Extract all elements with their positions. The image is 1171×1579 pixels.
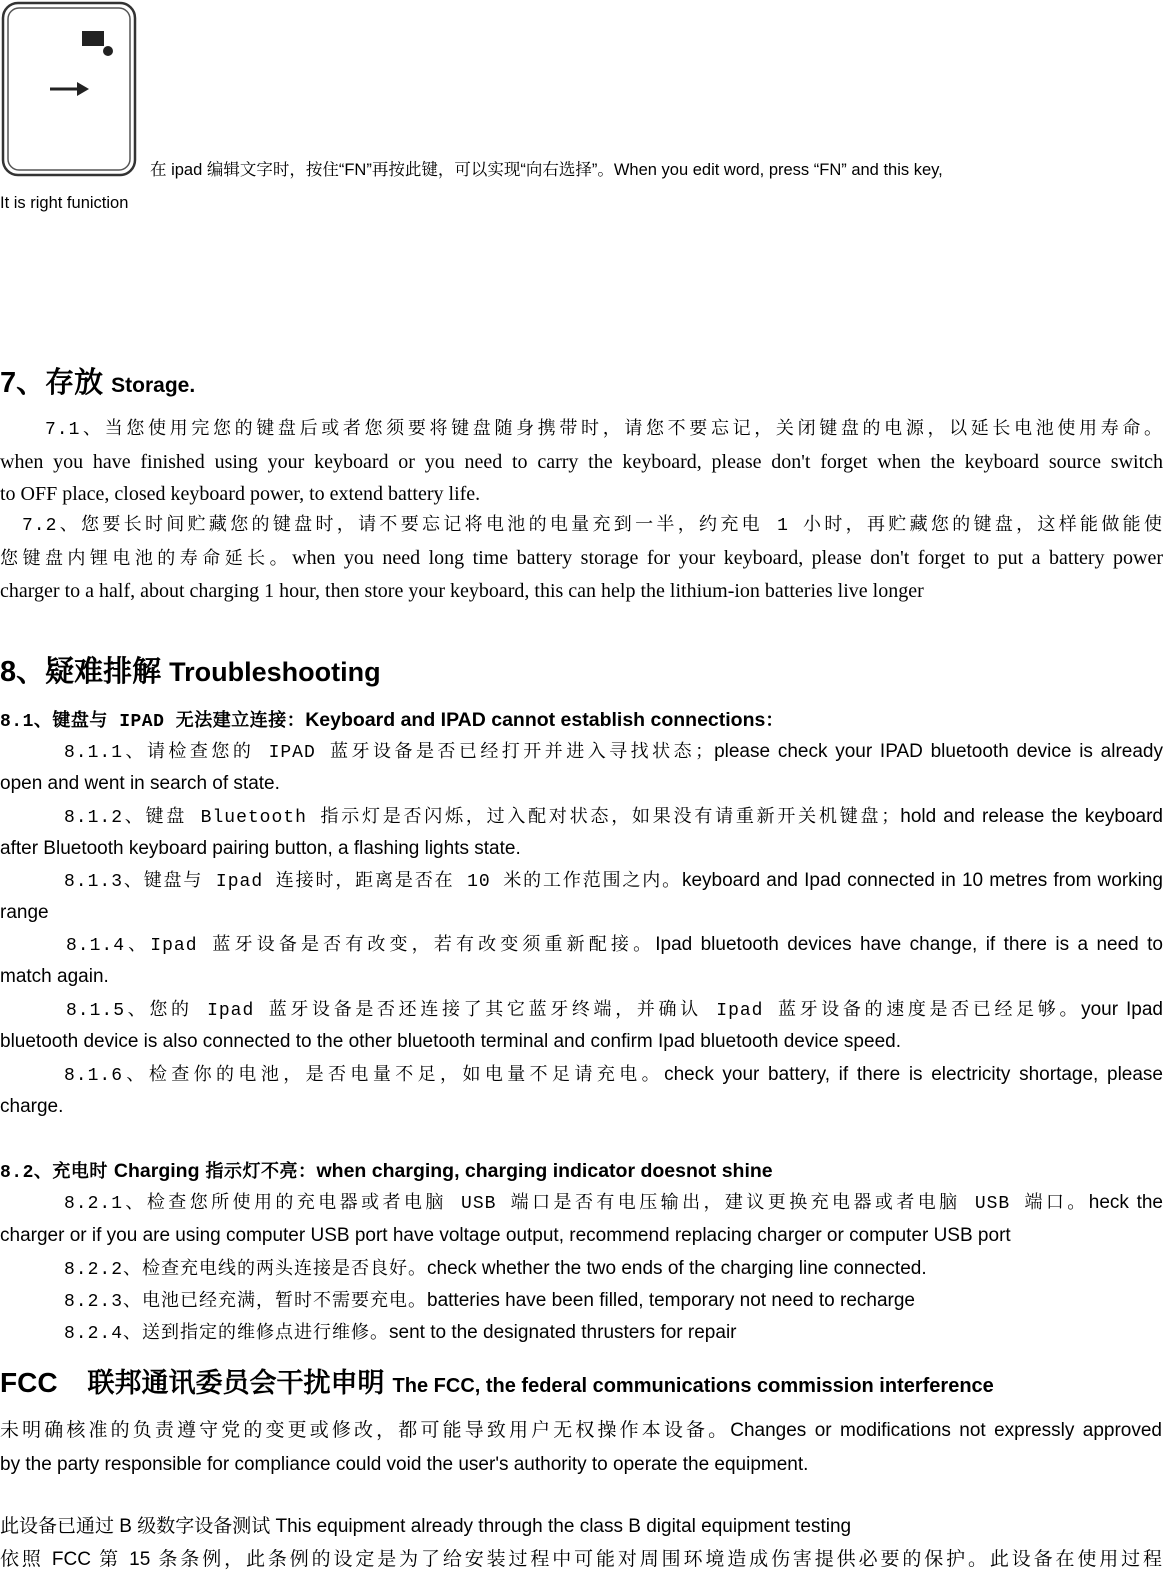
item-8-1-5-en-cont: bluetooth device is also connected to the other bluetooth terminal and confirm Ipad bluetooth device speed. [0, 1031, 901, 1052]
item-8-1-5 [66, 996, 1163, 1025]
item-8-1-2-cn: 8.1.2、键盘 Bluetooth 指示灯是否闪烁，过入配对状态，如果没有请重新开关机键盘； [64, 808, 901, 828]
item-8-1-3-en: keyboard and Ipad connected in 10 metres from working [681, 870, 1163, 891]
item-8-2-3 [64, 1287, 915, 1316]
item-8-2-3-cn: 8.2.3、电池已经充满，暂时不需要充电。 [64, 1292, 428, 1312]
item-7-2-en: when you need long time battery storage for your keyboard, please don't forget to put a battery power [292, 547, 1164, 569]
fcc-paragraph-3-text: 依照 FCC 第 15 条条例，此条例的设定是为了给安装过程中可能对周围环境造成伤害提供必要的保护。此设备在使用过程 [0, 1549, 1162, 1570]
item-7-2-cn: 7.2、您要长时间贮藏您的键盘时，请不要忘记将电池的电量充到一半，约充电 1 小时，再贮藏您的键盘，这样能做能使 [22, 516, 1163, 536]
fcc-paragraph-1 [0, 1417, 1162, 1446]
subsection-8-2-heading-en2: when charging, charging indicator doesnot shine [316, 1160, 773, 1182]
item-7-2-line3 [0, 577, 924, 607]
item-8-2-2-en: check whether the two ends of the charging line connected. [427, 1258, 927, 1279]
item-8-1-1-en: please check your IPAD bluetooth device is already [714, 741, 1163, 762]
item-8-1-2-cont [0, 835, 521, 864]
fcc-heading [0, 1363, 994, 1408]
item-7-2-cn-cont: 您键盘内锂电池的寿命延长。 [0, 550, 293, 570]
item-8-2-2 [64, 1255, 927, 1284]
item-8-1-4-en: Ipad bluetooth devices have change, if there is a need to [655, 934, 1163, 955]
item-8-1-4-en-cont: match again. [0, 966, 109, 987]
item-8-1-2 [64, 803, 1163, 832]
item-8-2-1-cn: 8.2.1、检查您所使用的充电器或者电脑 USB 端口是否有电压输出，建议更换充电器或者电脑 USB 端口。 [64, 1194, 1089, 1214]
item-7-1-line2 [0, 448, 1163, 478]
item-8-1-6-cont [0, 1093, 63, 1122]
section-7-number: 7、存放 [0, 367, 104, 399]
item-8-2-3-en: batteries have been filled, temporary not need to recharge [427, 1290, 915, 1311]
fn-key-caption: 在 ipad 编辑文字时，按住“FN”再按此键，可以实现“向右选择”。When you edit word, press “FN” and this key, [150, 161, 943, 179]
subsection-8-1-heading-cn: 8.1、键盘与 IPAD 无法建立连接： [0, 712, 306, 732]
fcc-heading-cn: 联邦通讯委员会干扰申明 [87, 1368, 385, 1398]
fcc-heading-code: FCC [0, 1367, 58, 1398]
item-7-2-line2 [0, 544, 1163, 574]
fn-right-select-key-icon [0, 0, 140, 180]
subsection-8-2-heading-cn1: 8.2、充电时 [0, 1163, 108, 1183]
item-7-2-en-cont: charger to a half, about charging 1 hour, then store your keyboard, this can help the lithium-ion batteries live longer [0, 580, 924, 602]
fcc-paragraph-1-line1: 未明确核准的负责遵守党的变更或修改，都可能导致用户无权操作本设备。Changes or modifications not expressly approved [0, 1420, 1162, 1441]
item-8-1-3-en-cont: range [0, 902, 49, 923]
fcc-paragraph-2-text: 此设备已通过 B 级数字设备测试 This equipment already through the class B digital equipment testing [0, 1516, 852, 1537]
fcc-paragraph-1-cont [0, 1451, 808, 1480]
item-8-2-1 [64, 1189, 1163, 1218]
item-8-1-5-cont [0, 1028, 901, 1057]
item-8-1-2-en-cont: after Bluetooth keyboard pairing button, a flashing lights state. [0, 838, 521, 859]
item-7-1-en-cont: to OFF place, closed keyboard power, to extend battery life. [0, 483, 481, 505]
subsection-8-1-heading-en: Keyboard and IPAD cannot establish connections [305, 709, 766, 731]
item-8-1-5-cn: 8.1.5、您的 Ipad 蓝牙设备是否还连接了其它蓝牙终端，并确认 Ipad 蓝牙设备的速度是否已经足够。 [66, 1001, 1082, 1021]
item-8-1-6-cn: 8.1.6、检查你的电池，是否电量不足，如电量不足请充电。 [64, 1066, 665, 1086]
fcc-paragraph-2 [0, 1513, 851, 1542]
item-7-1-en: when you have finished using your keyboard or you need to carry the keyboard, please don't forget when the keyboard source switch [0, 451, 1163, 473]
subsection-8-1-heading [0, 706, 784, 736]
item-8-1-3 [64, 867, 1163, 896]
item-8-1-4-cont [0, 963, 109, 992]
subsection-8-2-heading-en1: Charging [113, 1160, 200, 1182]
section-8-title: Troubleshooting [169, 657, 381, 687]
fn-key-caption-cont: It is right funiction [0, 194, 129, 212]
subsection-8-2-heading [0, 1157, 773, 1187]
item-7-1-line3 [0, 480, 480, 510]
item-8-2-1-en: heck the [1088, 1192, 1164, 1213]
item-8-2-1-cont [0, 1222, 1011, 1251]
item-7-1-line1 [45, 416, 1163, 444]
item-8-1-1 [64, 738, 1163, 767]
item-8-1-4-cn: 8.1.4、Ipad 蓝牙设备是否有改变，若有改变须重新配接。 [66, 936, 656, 956]
item-8-1-5-en: your Ipad [1081, 999, 1163, 1020]
section-7-heading [0, 363, 195, 408]
section-8-heading [0, 652, 381, 697]
section-8-number: 8、疑难排解 [0, 656, 162, 688]
fcc-paragraph-3 [0, 1546, 1162, 1575]
item-8-2-4 [64, 1319, 737, 1348]
item-8-1-6-en: check your battery, if there is electricity shortage, please [664, 1064, 1163, 1085]
item-7-2-line1 [22, 512, 1163, 540]
item-8-1-1-en-cont: open and went in search of state. [0, 773, 280, 794]
item-8-2-4-cn: 8.2.4、送到指定的维修点进行维修。 [64, 1324, 390, 1344]
subsection-8-1-heading-colon: ： [765, 712, 784, 732]
item-8-1-4 [66, 931, 1163, 960]
item-8-1-6-en-cont: charge. [0, 1096, 64, 1117]
item-8-2-2-cn: 8.2.2、检查充电线的两头连接是否良好。 [64, 1260, 428, 1280]
item-8-2-1-en-cont: charger or if you are using computer USB port have voltage output, recommend replacing charger or computer USB port [0, 1225, 1011, 1246]
subsection-8-2-heading-cn2: 指示灯不亮： [205, 1163, 317, 1183]
item-8-1-3-cn: 8.1.3、键盘与 Ipad 连接时，距离是否在 10 米的工作范围之内。 [64, 872, 682, 892]
item-8-1-1-cont [0, 770, 280, 799]
item-7-1-cn: 7.1、当您使用完您的键盘后或者您须要将键盘随身携带时，请您不要忘记，关闭键盘的电源，以延长电池使用寿命。 [45, 420, 1163, 440]
item-8-1-2-en: hold and release the keyboard [900, 806, 1163, 827]
item-8-1-6 [64, 1061, 1163, 1090]
fcc-heading-en: The FCC, the federal communications commission interference [392, 1375, 994, 1397]
item-8-1-3-cont [0, 899, 49, 928]
section-7-title: Storage. [111, 374, 196, 397]
item-8-2-4-en: sent to the designated thrusters for repair [389, 1322, 737, 1343]
item-8-1-1-cn: 8.1.1、请检查您的 IPAD 蓝牙设备是否已经打开并进入寻找状态； [64, 743, 715, 763]
fcc-paragraph-1-line2: by the party responsible for compliance could void the user's authority to operate the equipment. [0, 1454, 809, 1475]
